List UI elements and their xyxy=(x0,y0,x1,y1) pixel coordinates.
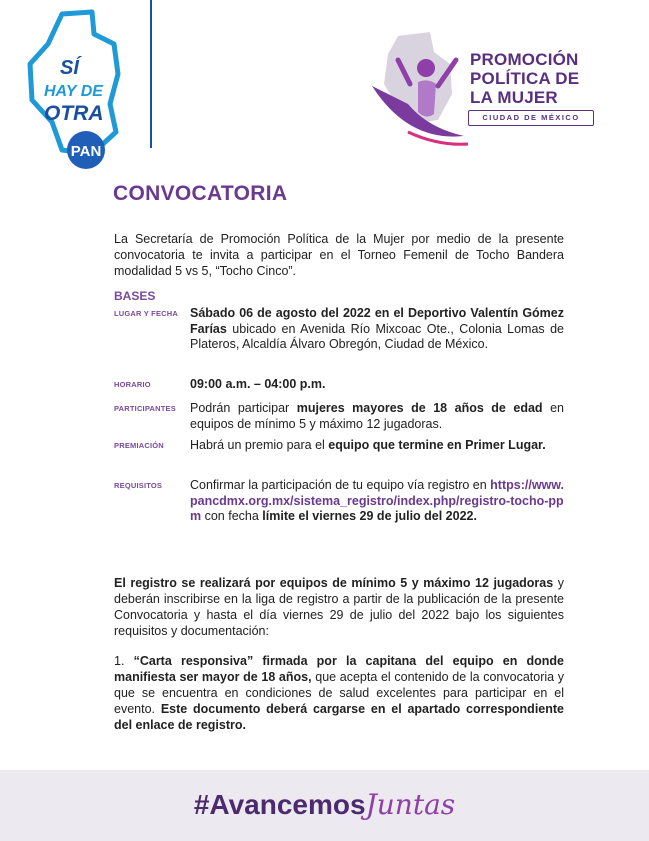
participantes-rest: en equipos de mínimo 5 y máximo 12 jugadoras. xyxy=(190,401,564,431)
logo-line3: OTRA xyxy=(44,102,104,125)
footer-hashtag xyxy=(0,788,649,821)
horario-bold: 09:00 a.m. – 04:00 p.m. xyxy=(190,377,326,391)
page-title: CONVOCATORIA xyxy=(113,182,288,205)
item1-bold1: “Carta responsiva” firmada por la capitana del equipo en donde manifiesta ser mayor de 18 años, xyxy=(114,654,564,684)
registro-paragraph xyxy=(114,575,564,639)
header-divider xyxy=(150,0,152,148)
item1-num: 1. xyxy=(114,654,134,668)
hashtag-script: Juntas xyxy=(365,788,456,821)
requisitos-mid: con fecha xyxy=(201,509,263,523)
ppm-subtitle: CIUDAD DE MÉXICO xyxy=(468,110,594,126)
participantes-pre: Podrán participar xyxy=(190,401,297,415)
participantes-bold: mujeres mayores de 18 años de edad xyxy=(296,401,543,415)
logo-line2: HAY DE xyxy=(44,83,103,100)
value-lugar-fecha xyxy=(190,306,564,353)
value-requisitos xyxy=(190,478,564,525)
label-premiacion: PREMIACIÓN xyxy=(114,441,164,450)
registro-bold: El registro se realizará por equipos de mínimo 5 y máximo 12 jugadoras xyxy=(114,576,554,590)
ppm-line3: LA MUJER xyxy=(470,88,558,107)
item1-mid: que acepta el contenido de la convocatoria y que se encuentra en condiciones de salud excelentes para participar en el evento. xyxy=(114,670,564,716)
requisitos-bold: límite el viernes 29 de julio del 2022. xyxy=(262,509,477,523)
ppm-logo-text xyxy=(470,50,579,107)
premiacion-pre: Habrá un premio para el xyxy=(190,438,329,452)
hashtag-main: #Avancemos xyxy=(193,789,366,820)
lugar-rest: ubicado en Avenida Río Mixcoac Ote., Colonia Lomas de Plateros, Alcaldía Álvaro Obregón, Ciudad de México. xyxy=(190,321,564,351)
item1-bold2: Este documento deberá cargarse en el apartado correspondiente del enlace de registro. xyxy=(114,702,564,732)
requirement-item-1 xyxy=(114,653,564,733)
label-participantes: PARTICIPANTES xyxy=(114,404,176,413)
value-horario xyxy=(190,377,564,393)
ppm-line1: PROMOCIÓN xyxy=(470,50,579,69)
logo-line1: SÍ xyxy=(60,57,79,79)
premiacion-bold: equipo que termine en Primer Lugar. xyxy=(328,438,546,452)
registro-rest: y deberán inscribirse en la liga de registro a partir de la publicación de la presente Convocatoria y hasta el día viernes 29 de julio del 2022 bajo los siguientes requisitos y documentación: xyxy=(114,576,564,638)
value-premiacion xyxy=(190,438,564,454)
value-participantes xyxy=(190,401,564,432)
pan-badge: PAN xyxy=(70,143,102,160)
ppm-line2: POLÍTICA DE xyxy=(470,69,580,88)
label-requisitos: REQUISITOS xyxy=(114,481,163,490)
label-lugar-fecha: LUGAR Y FECHA xyxy=(114,309,178,318)
registration-link[interactable]: https://www.pancdmx.org.mx/sistema_registro/index.php/registro-tocho-ppm xyxy=(190,478,565,523)
requisitos-pre: Confirmar la participación de tu equipo vía registro en xyxy=(190,478,491,492)
intro-paragraph: La Secretaría de Promoción Política de la Mujer por medio de la presente convocatoria te invita a participar en el Torneo Femenil de Tocho Bandera modalidad 5 vs 5, “Tocho Cinco”. xyxy=(114,232,564,278)
label-horario: HORARIO xyxy=(114,380,151,389)
bases-heading: BASES xyxy=(114,289,156,303)
lugar-bold: Sábado 06 de agosto del 2022 en el Deportivo Valentín Gómez Farías xyxy=(190,306,564,336)
si-hay-de-otra-pan-logo xyxy=(22,4,140,172)
